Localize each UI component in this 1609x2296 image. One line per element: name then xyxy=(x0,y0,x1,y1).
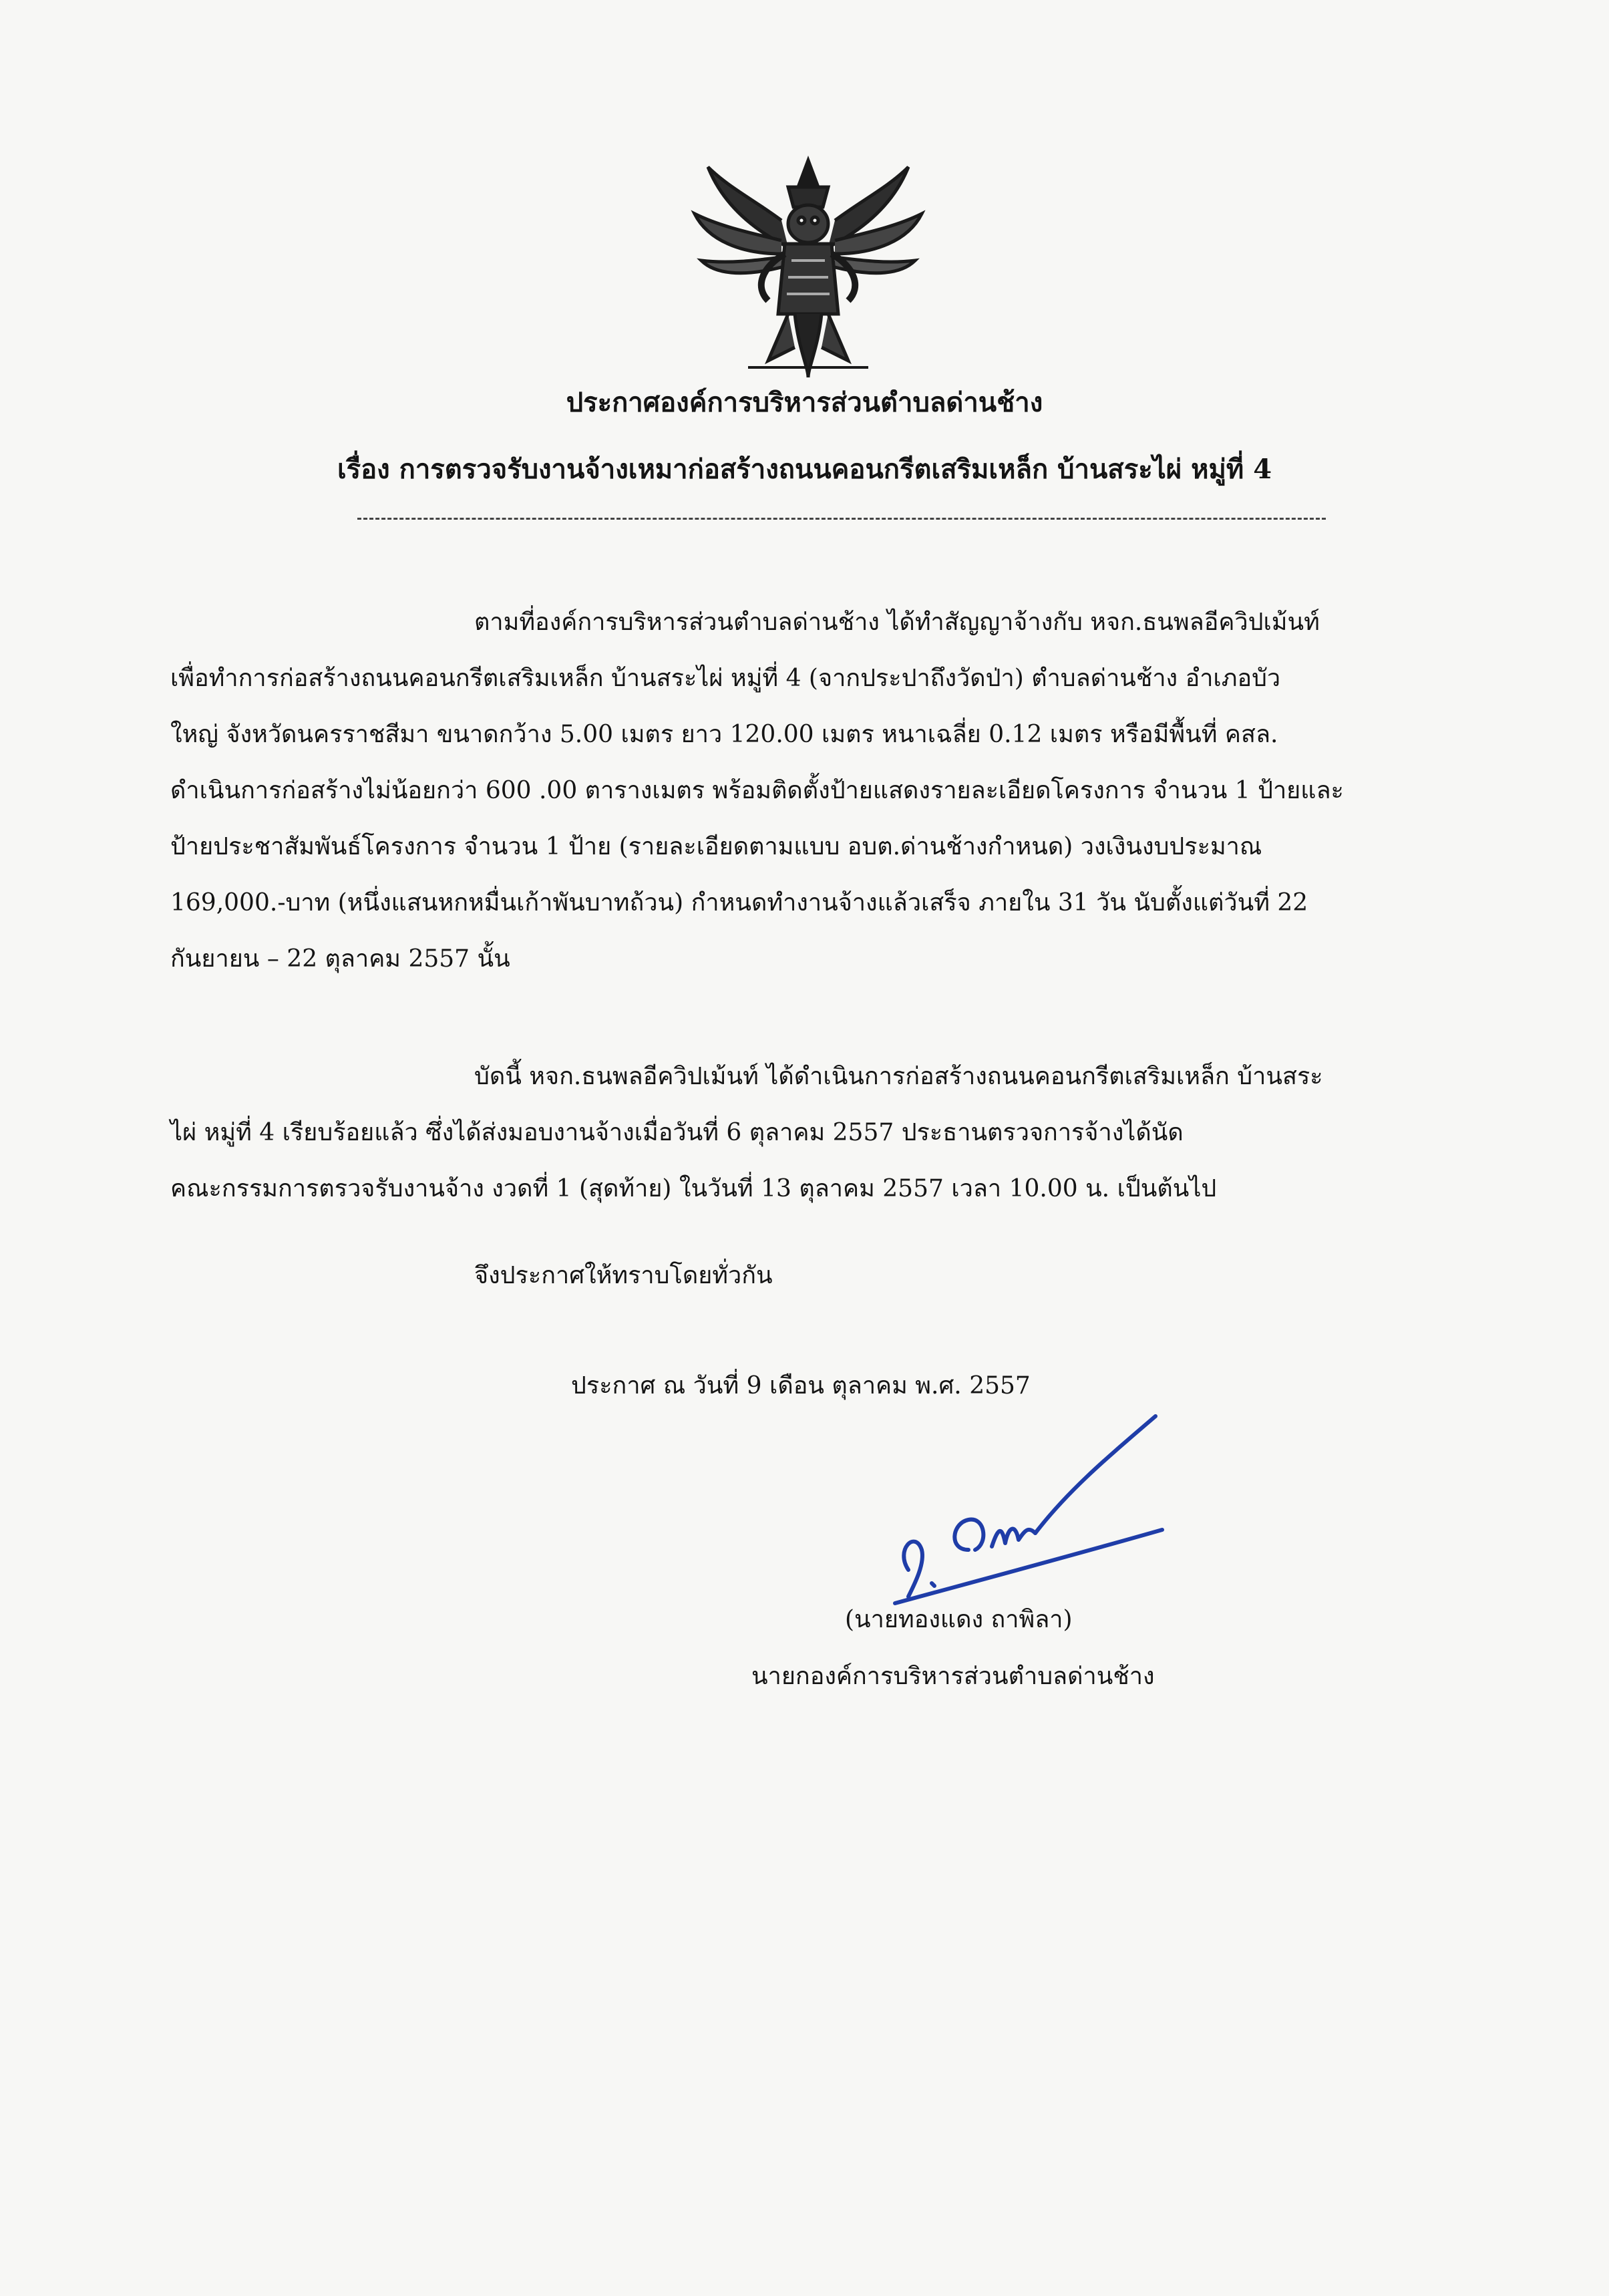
paragraph-line: ใหญ่ จังหวัดนครราชสีมา ขนาดกว้าง 5.00 เมตร ยาว 120.00 เมตร หนาเฉลี่ย 0.12 เมตร หรือมีพื้นที่ คสล. xyxy=(170,721,1278,748)
announcement-subject: เรื่อง การตรวจรับงานจ้างเหมาก่อสร้างถนนคอนกรีตเสริมเหล็ก บ้านสระไผ่ หมู่ที่ 4 xyxy=(337,454,1272,485)
signatory-name: (นายทองแดง ถาพิลา) xyxy=(845,1606,1073,1633)
garuda-emblem-icon xyxy=(681,147,935,387)
paragraph-line: 169,000.-บาท (หนึ่งแสนหกหมื่นเก้าพันบาทถ้วน) กำหนดทำงานจ้างแล้วเสร็จ ภายใน 31 วัน นับตั้งแต่วันที่ 22 xyxy=(170,889,1308,917)
announcement-title: ประกาศองค์การบริหารส่วนตำบลด่านช้าง xyxy=(566,387,1043,418)
paragraph-line: กันยายน – 22 ตุลาคม 2557 นั้น xyxy=(170,945,510,973)
paragraph-line: ไผ่ หมู่ที่ 4 เรียบร้อยแล้ว ซึ่งได้ส่งมอบงานจ้างเมื่อวันที่ 6 ตุลาคม 2557 ประธานตรวจการจ้างได้นัด xyxy=(170,1119,1184,1146)
closing-statement: จึงประกาศให้ทราบโดยทั่วกัน xyxy=(474,1262,773,1289)
divider xyxy=(357,518,1326,520)
announcement-date: ประกาศ ณ วันที่ 9 เดือน ตุลาคม พ.ศ. 2557 xyxy=(571,1372,1031,1400)
paragraph-line: ดำเนินการก่อสร้างไม่น้อยกว่า 600 .00 ตารางเมตร พร้อมติดตั้งป้ายแสดงรายละเอียดโครงการ จำนวน 1 ป้ายและ xyxy=(170,777,1344,804)
paragraph-line: เพื่อทำการก่อสร้างถนนคอนกรีตเสริมเหล็ก บ้านสระไผ่ หมู่ที่ 4 (จากประปาถึงวัดป่า) ตำบลด่านช้าง อำเภอบัว xyxy=(170,665,1281,692)
paragraph-line: คณะกรรมการตรวจรับงานจ้าง งวดที่ 1 (สุดท้าย) ในวันที่ 13 ตุลาคม 2557 เวลา 10.00 น. เป็นต้นไป xyxy=(170,1175,1217,1202)
paragraph-inspection xyxy=(170,1049,1499,1217)
signatory-position: นายกองค์การบริหารส่วนตำบลด่านช้าง xyxy=(751,1663,1155,1690)
paragraph-line: ป้ายประชาสัมพันธ์โครงการ จำนวน 1 ป้าย (รายละเอียดตามแบบ อบต.ด่านช้างกำหนด) วงเงินงบประมาณ xyxy=(170,833,1262,860)
paragraph-line: ตามที่องค์การบริหารส่วนตำบลด่านช้าง ได้ทำสัญญาจ้างกับ หจก.ธนพลอีควิปเม้นท์ xyxy=(474,609,1320,636)
paragraph-line: บัดนี้ หจก.ธนพลอีควิปเม้นท์ ได้ดำเนินการก่อสร้างถนนคอนกรีตเสริมเหล็ก บ้านสระ xyxy=(474,1063,1323,1090)
handwritten-signature xyxy=(868,1383,1176,1610)
paragraph-contract xyxy=(170,595,1499,987)
